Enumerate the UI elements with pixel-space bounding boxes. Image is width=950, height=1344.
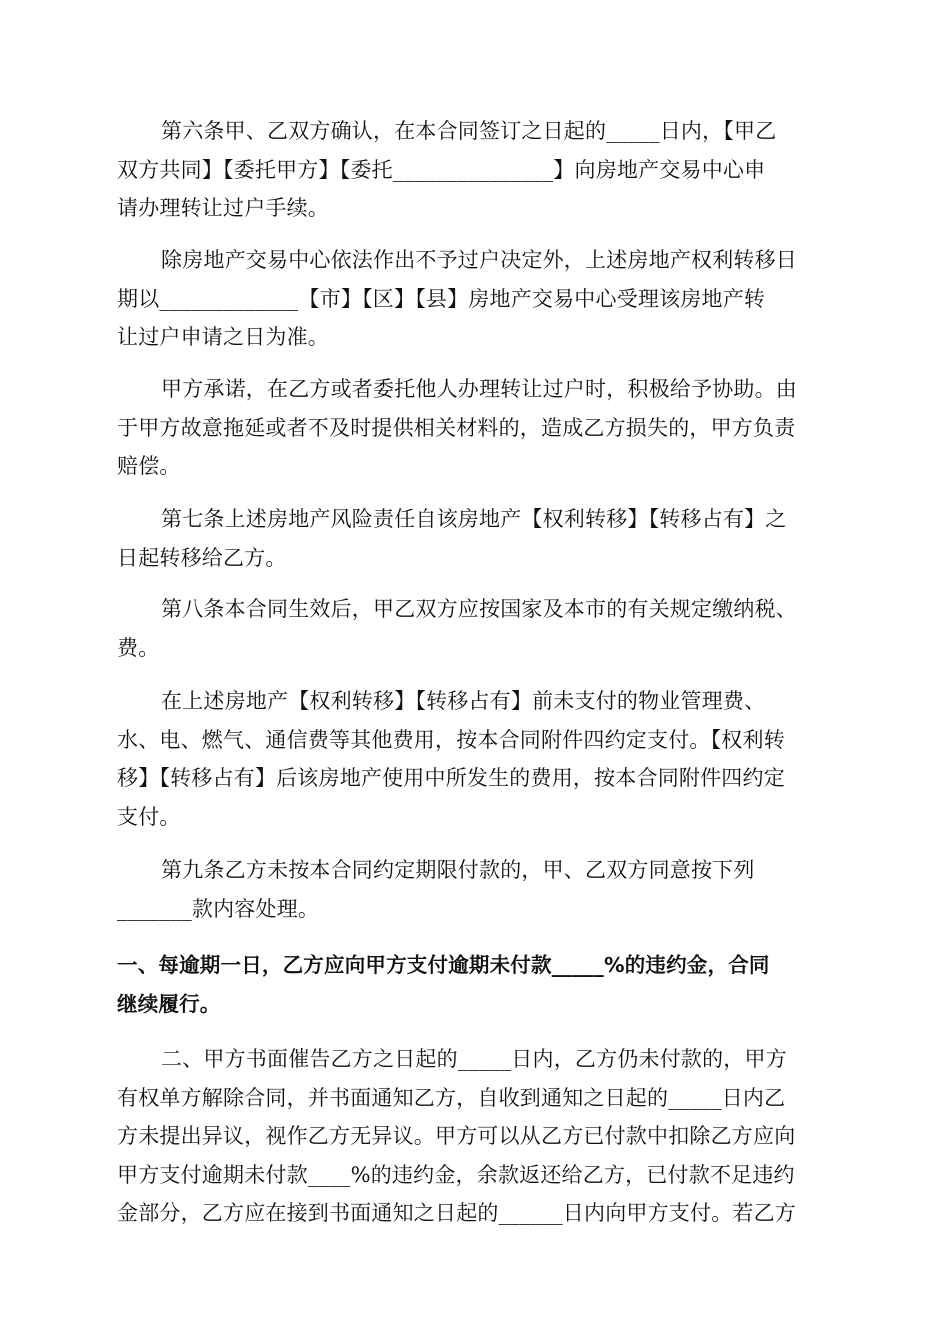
text-line: 有权单方解除合同，并书面通知乙方，自收到通知之日起的_____日内乙: [117, 1085, 786, 1110]
text-line: 在上述房地产【权利转移】【转移占有】前未支付的物业管理费、: [161, 689, 766, 713]
paragraph-article-9-item-2: [117, 1040, 833, 1233]
paragraph-article-8-fees: [117, 682, 833, 836]
text-line: 期以_____________【市】【区】【县】房地产交易中心受理该房地产转: [117, 286, 766, 311]
text-line: 支付。: [117, 804, 181, 829]
text-line: 于甲方故意拖延或者不及时提供相关材料的，造成乙方损失的，甲方负责: [117, 415, 796, 440]
text-line: 二、甲方书面催告乙方之日起的_____日内，乙方仍未付款的，甲方: [161, 1047, 787, 1071]
paragraph-article-9-item-1: [117, 946, 833, 1023]
text-line: 费。: [117, 635, 160, 660]
text-line: 第八条本合同生效后，甲乙双方应按国家及本市的有关规定缴纳税、: [161, 597, 797, 621]
paragraph-article-8-taxes: [117, 590, 833, 667]
paragraph-article-9: [117, 851, 833, 928]
paragraph-article-6-transfer: [117, 112, 833, 228]
text-line: 让过户申请之日为准。: [117, 325, 329, 349]
text-line: 日起转移给乙方。: [117, 545, 287, 570]
paragraph-article-6-party-a-promise: [117, 370, 833, 486]
text-line: 金部分，乙方应在接到书面通知之日起的______日内向甲方支付。若乙方: [117, 1201, 796, 1225]
paragraph-article-7: [117, 500, 833, 577]
text-line: 除房地产交易中心依法作出不予过户决定外，上述房地产权利转移日: [161, 248, 797, 272]
paragraph-article-6-transfer-date: [117, 241, 833, 357]
text-line: 请办理转让过户手续。: [117, 196, 329, 220]
text-line: 一、每逾期一日，乙方应向甲方支付逾期未付款_____%的违约金，合同: [117, 953, 770, 977]
text-line: 继续履行。: [117, 991, 221, 1016]
text-line: 第六条甲、乙双方确认，在本合同签订之日起的_____日内，【甲乙: [161, 119, 777, 143]
text-line: 第九条乙方未按本合同约定期限付款的，甲、乙双方同意按下列: [161, 858, 755, 882]
text-line: 移】【转移占有】后该房地产使用中所发生的费用，按本合同附件四约定: [117, 766, 785, 790]
text-line: 方未提出异议，视作乙方无异议。甲方可以从乙方已付款中扣除乙方应向: [117, 1124, 796, 1148]
text-line: _______款内容处理。: [117, 896, 320, 921]
text-line: 水、电、燃气、通信费等其他费用，按本合同附件四约定支付。【权利转: [117, 727, 785, 752]
text-line: 第七条上述房地产风险责任自该房地产【权利转移】【转移占有】之: [161, 507, 787, 531]
text-line: 甲方承诺，在乙方或者委托他人办理转让过户时，积极给予协助。由: [161, 377, 797, 401]
text-line: 双方共同】【委托甲方】【委托_______________】向房地产交易中心申: [117, 157, 766, 182]
text-line: 甲方支付逾期未付款____%的违约金，余款返还给乙方，已付款不足违约: [117, 1162, 795, 1187]
text-line: 赔偿。: [117, 454, 181, 478]
